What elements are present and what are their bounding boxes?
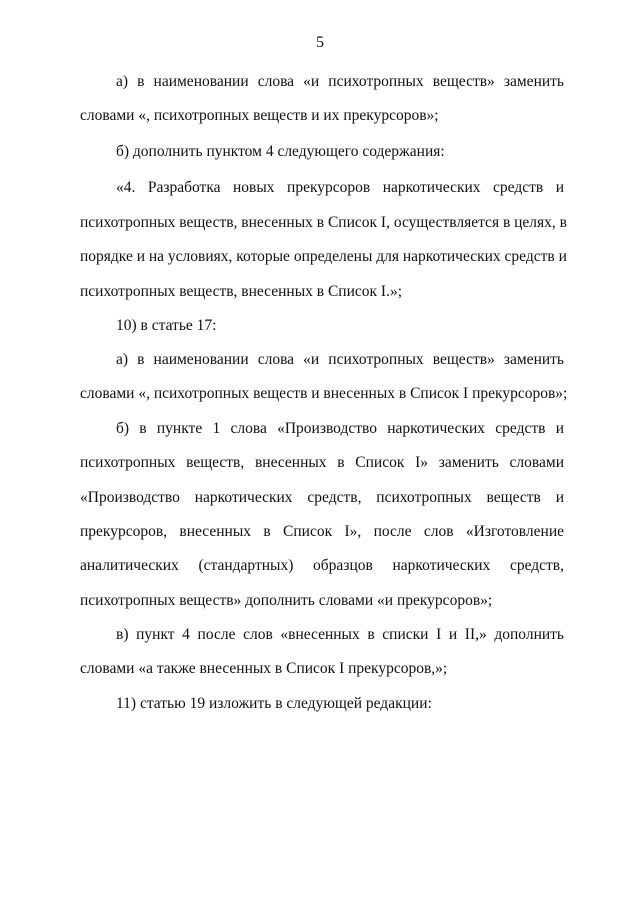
text-line: порядке и на условиях, которые определены для наркотических средств и (80, 248, 567, 265)
text-line: прекурсоров, внесенных в Список I», после слов «Изготовление (80, 523, 564, 540)
text-line: б) в пункте 1 слова «Производство наркотических средств и (116, 420, 564, 437)
text-line: а) в наименовании слова «и психотропных веществ» заменить (116, 73, 564, 90)
text-line: 11) статью 19 изложить в следующей редакции: (116, 695, 432, 712)
text-line: психотропных веществ, внесенных в Список I.»; (80, 283, 403, 300)
text-line: психотропных веществ, внесенных в Список I, осуществляется в целях, в (80, 214, 567, 231)
text-line: а) в наименовании слова «и психотропных веществ» заменить (116, 351, 564, 368)
text-line: аналитических (стандартных) образцов наркотических средств, (80, 557, 564, 574)
text-line: «4. Разработка новых прекурсоров наркотических средств и (116, 179, 564, 196)
text-line: «Производство наркотических средств, психотропных веществ и (80, 489, 564, 506)
text-line: 10) в статье 17: (116, 317, 217, 334)
text-line: словами «, психотропных веществ и внесенных в Список I прекурсоров»; (80, 385, 568, 402)
text-line: словами «, психотропных веществ и их прекурсоров»; (80, 107, 439, 124)
text-line: в) пункт 4 после слов «внесенных в списки I и II,» дополнить (116, 626, 564, 643)
text-line: психотропных веществ, внесенных в Список I» заменить словами (80, 454, 564, 471)
text-line: б) дополнить пунктом 4 следующего содержания: (116, 143, 445, 160)
text-line: психотропных веществ» дополнить словами «и прекурсоров»; (80, 592, 493, 609)
text-line: словами «а также внесенных в Список I прекурсоров,»; (80, 660, 448, 677)
page-number: 5 (316, 34, 324, 51)
